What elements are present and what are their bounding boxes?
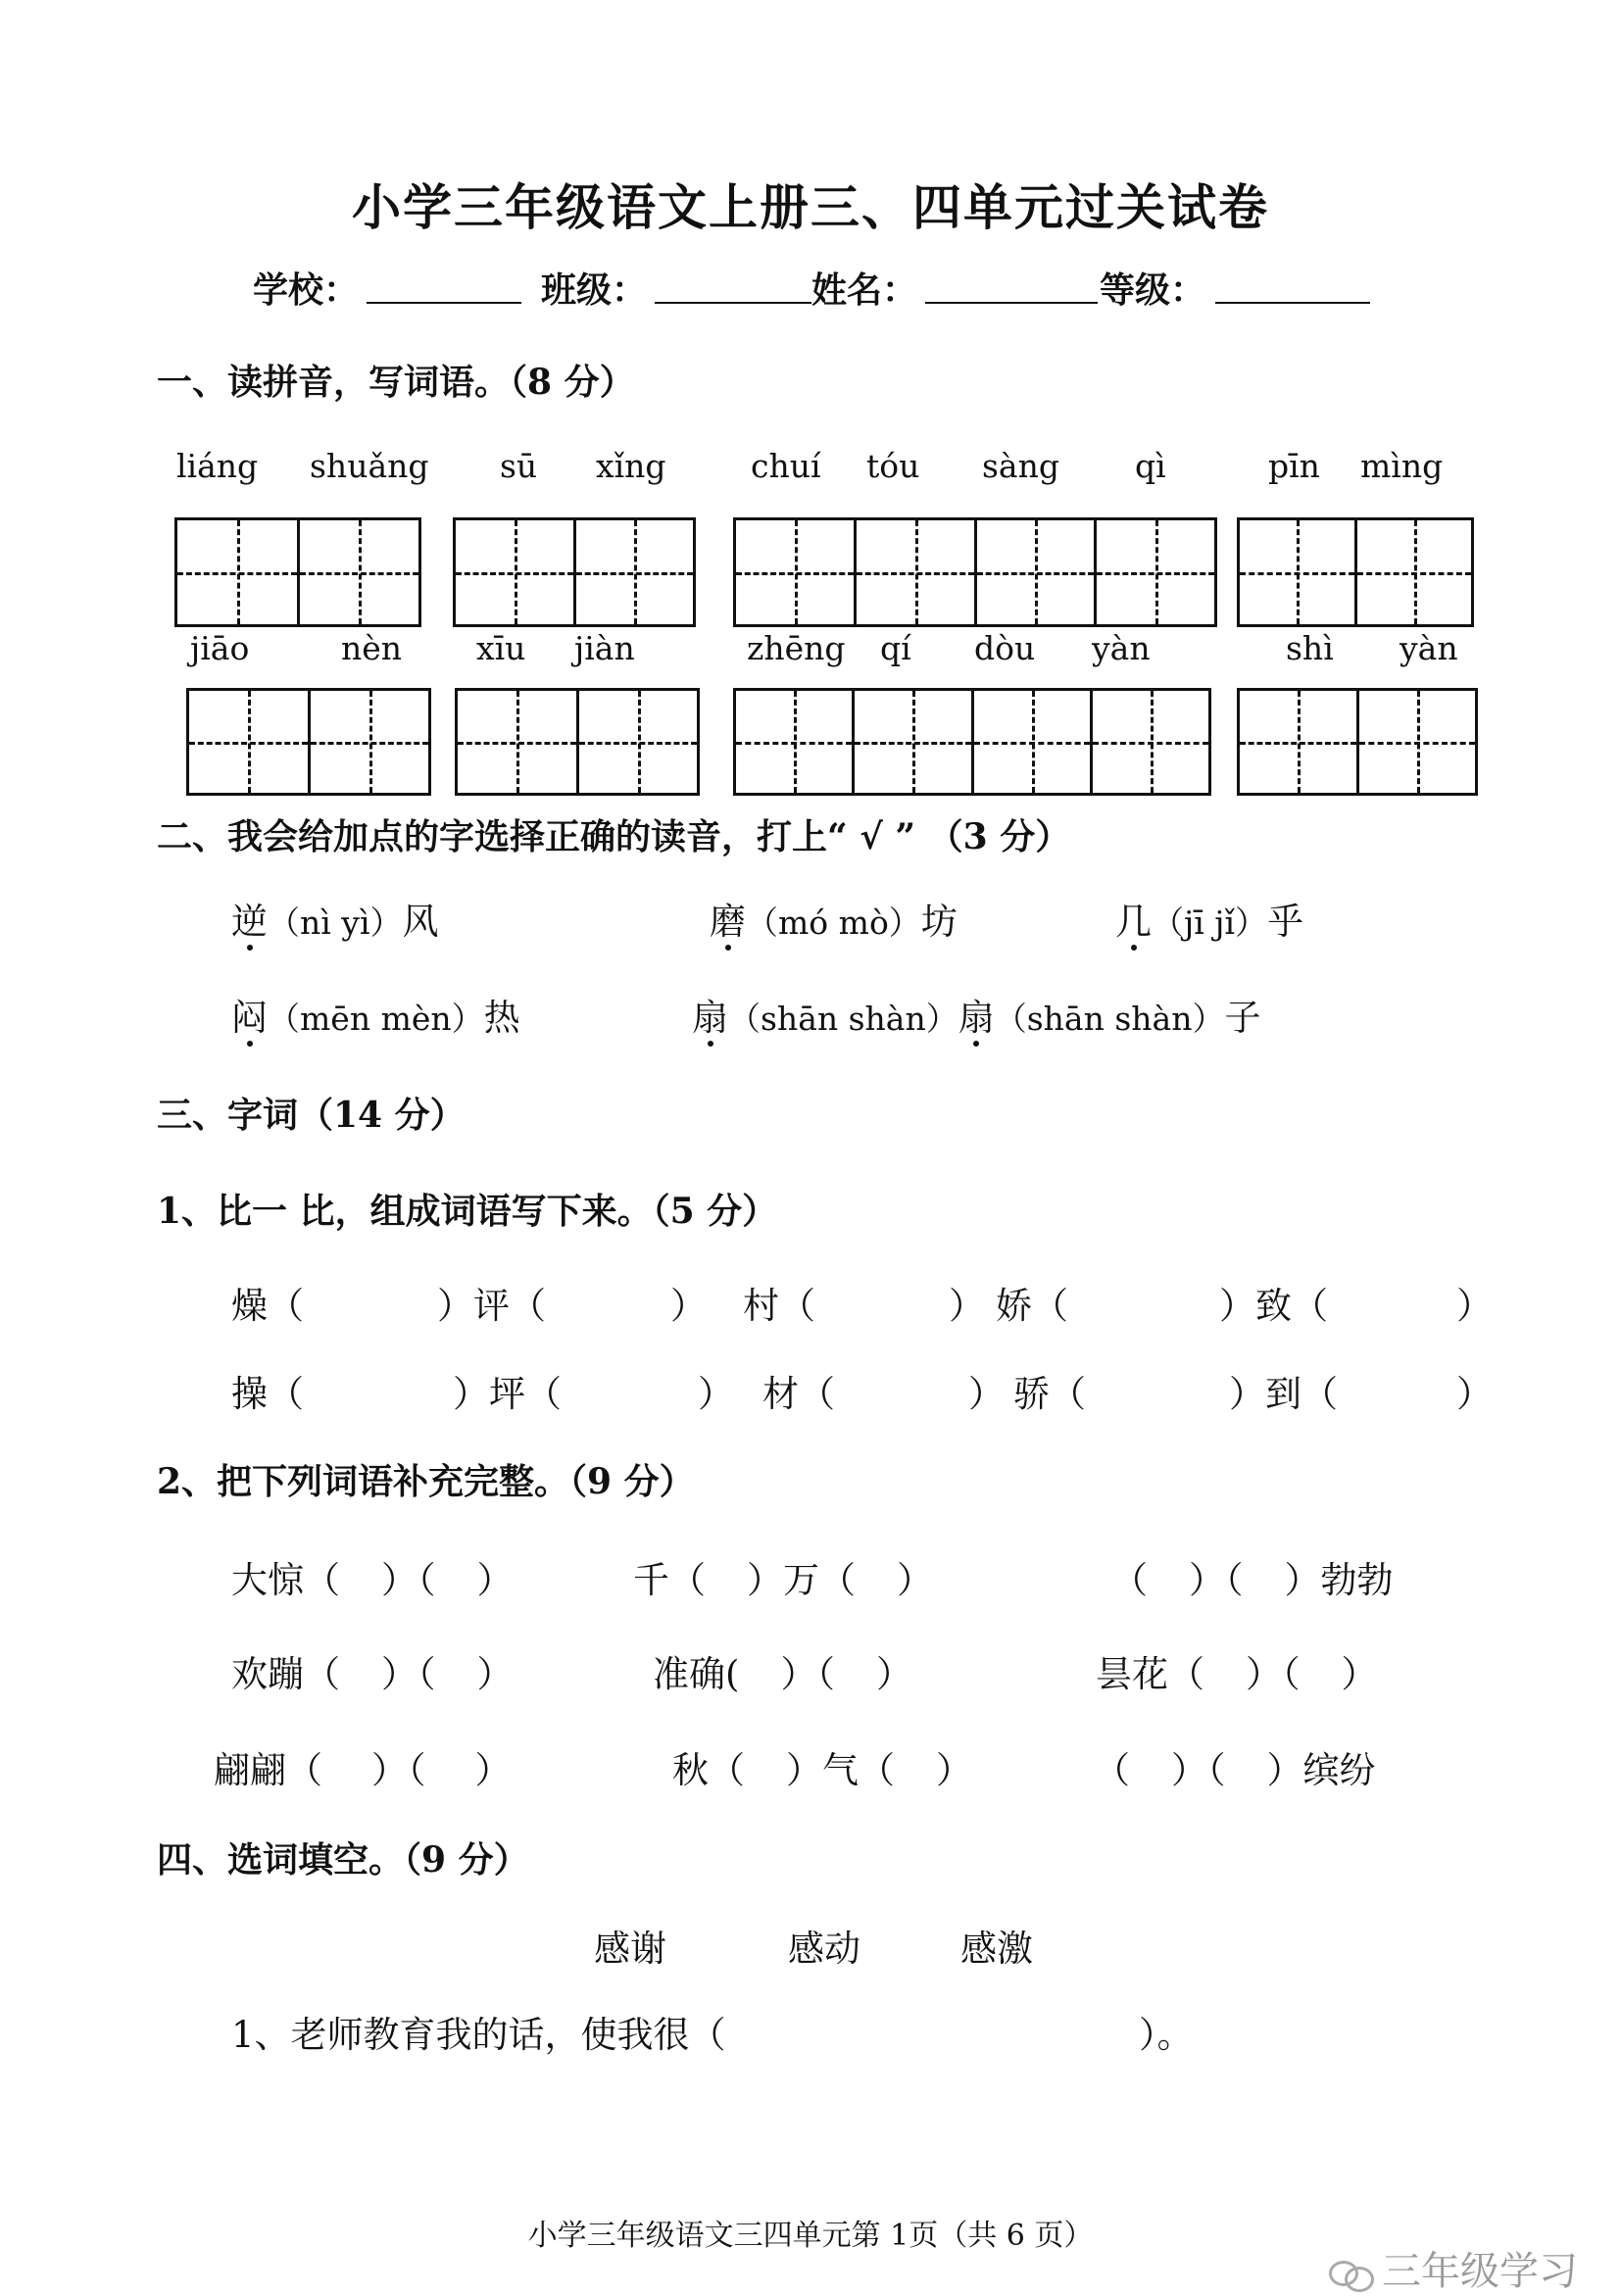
idiom-part: （ (1111, 1559, 1148, 1601)
fill-text: ）坪（ (453, 1373, 562, 1415)
pinyin: tóu (866, 447, 920, 485)
pinyin: qì (1135, 447, 1166, 485)
idiom-part: ）（ (1189, 1559, 1244, 1601)
idiom-fill[interactable] (672, 1740, 972, 1793)
word-tail: 热 (483, 997, 520, 1039)
fill-text: ）评（ (437, 1285, 546, 1327)
tianzige-grid[interactable] (1237, 688, 1478, 796)
word-option: 感谢 (594, 1928, 666, 1970)
class-label: 班级： (541, 269, 648, 311)
fill-text: 材（ (762, 1373, 835, 1415)
section-4-heading: 四、选词填空。（9 分） (157, 1839, 529, 1881)
dotted-char: 几 (1115, 901, 1152, 943)
pinyin: shuǎng (310, 447, 429, 485)
idiom-fill[interactable] (1094, 1740, 1376, 1793)
tianzige-grid[interactable] (733, 688, 1211, 796)
pinyin: qí (880, 629, 911, 667)
word-tail: 子 (1224, 997, 1261, 1039)
dotted-char: 逆 (231, 901, 268, 943)
pinyin: dòu (974, 629, 1036, 667)
tianzige-cell[interactable] (1357, 520, 1472, 624)
idiom-part: ）（ (780, 1653, 835, 1695)
idiom-part: ） (875, 1653, 912, 1695)
tianzige-cell[interactable] (974, 691, 1093, 793)
idiom-fill[interactable] (633, 1550, 933, 1603)
reading-choice[interactable] (1115, 892, 1303, 945)
fill-text: ）到（ (1229, 1373, 1338, 1415)
word-option: 感激 (960, 1928, 1033, 1970)
idiom-part: 千（ (633, 1559, 706, 1601)
word-tail: 坊 (920, 901, 958, 943)
idiom-part: ） (1341, 1653, 1378, 1695)
idiom-part: ）（ (381, 1559, 436, 1601)
idiom-part: 大惊（ (231, 1559, 340, 1601)
watermark (1329, 2240, 1578, 2296)
tianzige-grid[interactable] (453, 517, 696, 627)
idiom-part: ）（ (381, 1653, 436, 1695)
tianzige-grid[interactable] (733, 517, 1217, 627)
tianzige-cell[interactable] (458, 691, 579, 793)
pinyin-options[interactable]: （jī jǐ） (1152, 904, 1268, 942)
pinyin: chuí (751, 447, 821, 485)
reading-choice[interactable] (710, 892, 958, 945)
pinyin-options[interactable]: （shān shàn） (994, 1000, 1225, 1038)
word-tail: 风 (402, 901, 439, 943)
pinyin: xǐng (596, 447, 666, 485)
tianzige-cell[interactable] (1240, 691, 1359, 793)
idiom-fill[interactable] (231, 1550, 514, 1603)
word-tail: 乎 (1267, 901, 1304, 943)
tianzige-cell[interactable] (189, 691, 311, 793)
tianzige-grid[interactable] (174, 517, 421, 627)
fill-text: 骄（ (1013, 1373, 1086, 1415)
fill-text: ） (949, 1285, 985, 1327)
watermark-text: 三年级学习 (1382, 2249, 1578, 2294)
reading-choice[interactable] (231, 988, 520, 1041)
pinyin: shì (1286, 629, 1334, 667)
idiom-part: ）勃勃 (1284, 1559, 1394, 1601)
pinyin-options[interactable]: （mó mò） (746, 904, 921, 942)
idiom-part: ）万（ (747, 1559, 856, 1601)
idiom-part: 翩翩（ (214, 1749, 322, 1791)
tianzige-cell[interactable] (1093, 691, 1208, 793)
idiom-part: ）气（ (786, 1749, 895, 1791)
dotted-char: 闷 (231, 997, 268, 1039)
idiom-part: ） (476, 1653, 514, 1695)
idiom-part: ） (897, 1559, 933, 1601)
dotted-char: 扇 (958, 997, 995, 1039)
pinyin: nèn (341, 629, 403, 667)
tianzige-cell[interactable] (1097, 520, 1214, 624)
idiom-part: 欢蹦（ (231, 1653, 340, 1695)
idiom-part: 准确( (653, 1653, 740, 1695)
idiom-part: ） (936, 1749, 972, 1791)
school-label: 学校： (253, 269, 360, 311)
pinyin: jiàn (574, 629, 635, 667)
idiom-fill[interactable] (231, 1644, 514, 1697)
fill-text: ） (1456, 1373, 1493, 1415)
tianzige-cell[interactable] (736, 691, 855, 793)
fill-text: 燥（ (231, 1285, 304, 1327)
fill-text: ） (698, 1373, 734, 1415)
page-title: 小学三年级语文上册三、四单元过关试卷 (352, 178, 1269, 236)
pinyin: liáng (176, 447, 259, 485)
fill-text: 村（ (743, 1285, 815, 1327)
name-blank[interactable] (925, 302, 1098, 304)
idiom-part: ） (476, 1559, 514, 1601)
idiom-part: ）（ (1171, 1749, 1226, 1791)
tianzige-grid[interactable] (455, 688, 700, 796)
pinyin: mìng (1360, 447, 1444, 485)
fill-text: ） (670, 1285, 707, 1327)
tianzige-cell[interactable] (1240, 520, 1357, 624)
section-3-heading: 三、字词（14 分） (157, 1095, 466, 1136)
tianzige-cell[interactable] (1359, 691, 1476, 793)
school-blank[interactable] (367, 302, 521, 304)
idiom-part: ）（ (371, 1749, 426, 1791)
tianzige-cell[interactable] (977, 520, 1098, 624)
pinyin: zhēng (747, 629, 846, 667)
idiom-fill[interactable] (214, 1740, 512, 1793)
tianzige-cell[interactable] (300, 520, 419, 624)
tianzige-cell[interactable] (857, 520, 977, 624)
pinyin: sū (500, 447, 538, 485)
section-2-heading: 二、我会给加点的字选择正确的读音，打上“ √ ” （3 分） (157, 816, 1071, 857)
idiom-part: （ (1094, 1749, 1130, 1791)
reading-choice[interactable] (692, 988, 1260, 1041)
grade-label: 等级： (1100, 269, 1206, 311)
tianzige-grid[interactable] (1237, 517, 1474, 627)
fill-text: ）致（ (1219, 1285, 1328, 1327)
grade-blank[interactable] (1215, 302, 1370, 304)
pinyin: yàn (1092, 629, 1151, 667)
name-label: 姓名： (811, 269, 918, 311)
pinyin: sàng (982, 447, 1059, 485)
tianzige-cell[interactable] (736, 520, 857, 624)
dotted-char: 磨 (710, 901, 746, 943)
pinyin: jiāo (190, 629, 250, 667)
dotted-char: 扇 (692, 997, 728, 1039)
idiom-part: ） (474, 1749, 512, 1791)
class-blank[interactable] (655, 302, 811, 304)
idiom-fill[interactable] (653, 1644, 912, 1697)
idiom-fill[interactable] (1096, 1644, 1378, 1697)
tianzige-cell[interactable] (579, 691, 698, 793)
tianzige-grid[interactable] (186, 688, 431, 796)
idiom-part: ）（ (1246, 1653, 1301, 1695)
tianzige-cell[interactable] (576, 520, 694, 624)
fill-text: 操（ (231, 1373, 304, 1415)
page-footer: 小学三年级语文三四单元第 1页（共 6 页） (527, 2219, 1094, 2253)
pinyin: xīu (476, 629, 526, 667)
pinyin-options[interactable]: （mēn mèn） (268, 1000, 484, 1038)
tianzige-cell[interactable] (456, 520, 576, 624)
fill-text: ） (968, 1373, 1005, 1415)
fill-text: 娇（ (996, 1285, 1068, 1327)
sentence-start: 1、老师教育我的话，使我很（ (231, 2014, 726, 2056)
section-3-1-heading: 1、比一 比，组成词语写下来。（5 分） (157, 1191, 778, 1232)
section-1-heading: 一、读拼音，写词语。（8 分） (157, 362, 635, 403)
idiom-part: 昙花（ (1096, 1653, 1204, 1695)
word-option: 感动 (788, 1928, 860, 1970)
pinyin-options[interactable]: （shān shàn） (728, 1000, 958, 1038)
tianzige-cell[interactable] (855, 691, 973, 793)
idiom-part: 秋（ (672, 1749, 745, 1791)
idiom-fill[interactable] (1111, 1550, 1394, 1603)
pinyin-options[interactable]: （nì yì） (268, 904, 403, 942)
sentence-end: ）。 (1139, 2014, 1194, 2056)
reading-choice[interactable] (231, 892, 439, 945)
section-3-2-heading: 2、把下列词语补充完整。（9 分） (157, 1461, 695, 1502)
tianzige-cell[interactable] (177, 520, 300, 624)
pinyin: yàn (1400, 629, 1458, 667)
fill-text: ） (1456, 1285, 1493, 1327)
chat-bubbles-icon (1329, 2257, 1372, 2288)
pinyin: pīn (1268, 447, 1320, 485)
idiom-part: ）缤纷 (1266, 1749, 1376, 1791)
tianzige-cell[interactable] (311, 691, 429, 793)
